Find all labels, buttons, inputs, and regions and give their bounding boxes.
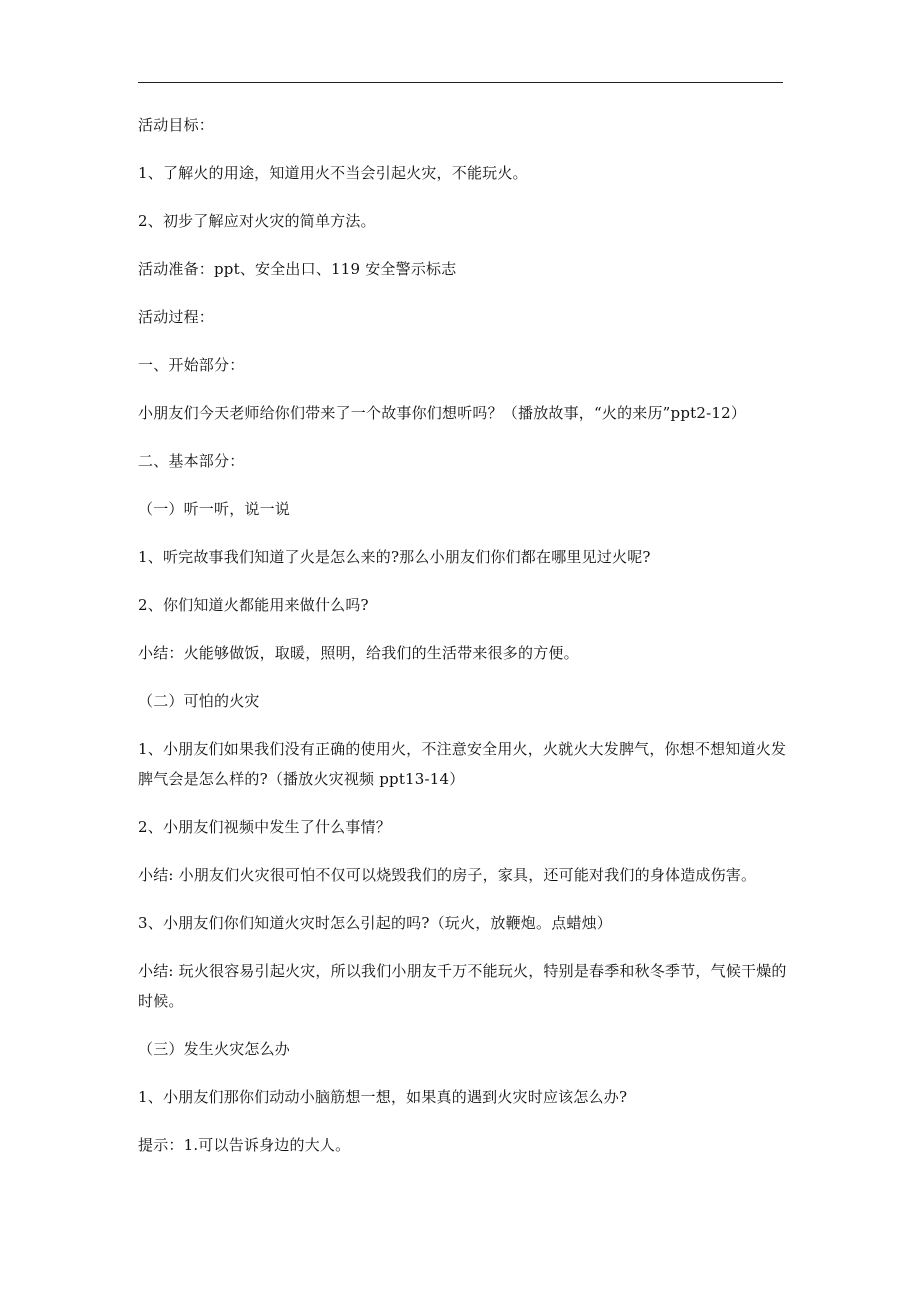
subsection-heading-what-to-do: （三）发生火灾怎么办 [138, 1040, 291, 1058]
header-divider [138, 82, 783, 83]
section-heading-goals: 活动目标： [138, 116, 215, 134]
question-item-4: 2、小朋友们视频中发生了什么事情？ [138, 818, 391, 836]
summary-text-1: 小结：火能够做饭，取暖，照明，给我们的生活带来很多的方便。 [138, 644, 579, 662]
part-heading-basic: 二、基本部分： [138, 452, 245, 470]
hint-text: 提示：1.可以告诉身边的大人。 [138, 1136, 351, 1154]
part-heading-start: 一、开始部分： [138, 356, 245, 374]
paragraph-story-intro: 小朋友们今天老师给你们带来了一个故事你们想听吗？（播放故事，“火的来历”ppt2-12） [138, 404, 747, 422]
summary-text-3: 小结: 玩火很容易引起火灾，所以我们小朋友千万不能玩火，特别是春季和秋冬季节，气候干燥的时候。 [138, 962, 787, 1010]
subsection-heading-listen: （一）听一听，说一说 [138, 500, 291, 518]
preparation-text: 活动准备：ppt、安全出口、119 安全警示标志 [138, 260, 457, 278]
question-item-2: 2、你们知道火都能用来做什么吗? [138, 596, 369, 614]
question-item-6: 1、小朋友们那你们动动小脑筋想一想，如果真的遇到火灾时应该怎么办? [138, 1088, 628, 1106]
question-item-5: 3、小朋友们你们知道火灾时怎么引起的吗?（玩火，放鞭炮。点蜡烛） [138, 914, 612, 932]
summary-text-2: 小结: 小朋友们火灾很可怕不仅可以烧毁我们的房子，家具，还可能对我们的身体造成伤害。 [138, 866, 757, 884]
document-body [138, 110, 788, 1178]
subsection-heading-fire-danger: （二）可怕的火灾 [138, 692, 260, 710]
question-item-1: 1、听完故事我们知道了火是怎么来的?那么小朋友们你们都在哪里见过火呢? [138, 548, 651, 566]
section-heading-process: 活动过程： [138, 308, 215, 326]
goal-item-2: 2、初步了解应对火灾的简单方法。 [138, 212, 376, 230]
question-item-3: 1、小朋友们如果我们没有正确的使用火，不注意安全用火，火就火大发脾气，你想不想知道火发脾气会是怎么样的?（播放火灾视频 ppt13-14） [138, 740, 787, 788]
goal-item-1: 1、了解火的用途，知道用火不当会引起火灾，不能玩火。 [138, 164, 528, 182]
